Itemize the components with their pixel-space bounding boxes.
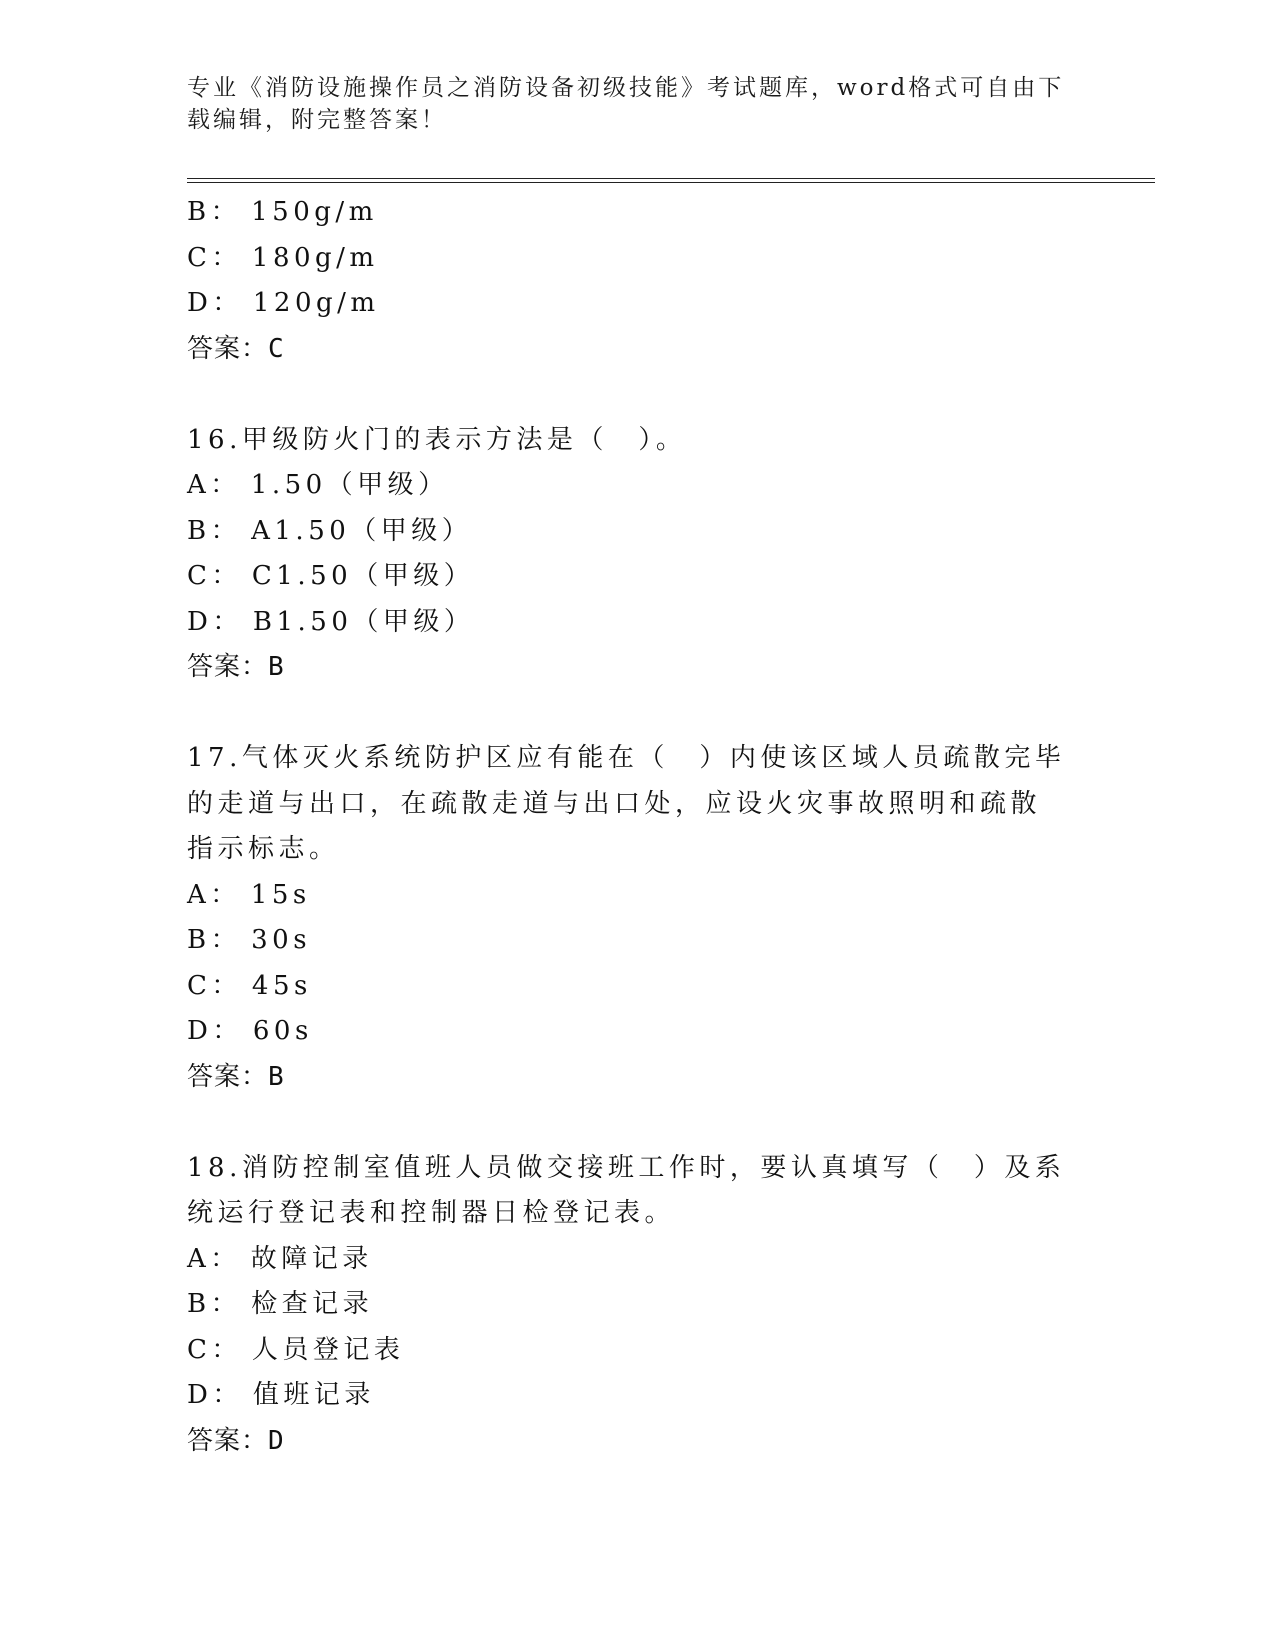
page-header: 专业《消防设施操作员之消防设备初级技能》考试题库，word格式可自由下载编辑，附完整答案！ — [187, 75, 1065, 133]
question-text: 16.甲级防火门的表示方法是（ ）。 — [187, 424, 687, 455]
spacer — [187, 1100, 1087, 1146]
header-divider-second — [187, 182, 1155, 183]
option-c: C： 45s — [187, 970, 312, 1001]
option-c: C： 人员登记表 — [187, 1334, 405, 1365]
question-text: 18.消防控制室值班人员做交接班工作时，要认真填写（ ）及系统运行登记表和控制器日检登记表。 — [187, 1152, 1066, 1228]
question-list — [187, 190, 1087, 1464]
header-divider — [187, 178, 1155, 179]
answer-line: 答案：D — [187, 1425, 285, 1456]
answer-line: 答案：B — [187, 652, 285, 682]
option-d: D： B1.50（甲级） — [187, 606, 475, 637]
option-a: A： 15s — [187, 879, 311, 910]
option-d: D： 120g/m — [187, 288, 380, 318]
option-a: A： 故障记录 — [187, 1243, 373, 1274]
answer-line: 答案：C — [187, 333, 285, 364]
question-text: 17.气体灭火系统防护区应有能在（ ）内使该区域人员疏散完毕的走道与出口，在疏散走道与出口处，应设火灾事故照明和疏散指示标志。 — [187, 743, 1066, 864]
option-b: B： 检查记录 — [187, 1289, 374, 1319]
question-17 — [187, 736, 1087, 1100]
option-b: B： 150g/m — [187, 197, 378, 227]
answer-line: 答案：B — [187, 1061, 285, 1092]
spacer — [187, 691, 1087, 737]
question-18 — [187, 1146, 1087, 1465]
option-b: B： A1.50（甲级） — [187, 515, 473, 546]
option-d: D： 60s — [187, 1016, 313, 1046]
question-15-continued — [187, 190, 1087, 372]
option-c: C： 180g/m — [187, 242, 379, 273]
option-c: C： C1.50（甲级） — [187, 561, 475, 591]
option-b: B： 30s — [187, 925, 312, 955]
option-d: D： 值班记录 — [187, 1380, 375, 1410]
option-a: A： 1.50（甲级） — [187, 470, 449, 500]
spacer — [187, 372, 1087, 418]
question-16 — [187, 418, 1087, 691]
